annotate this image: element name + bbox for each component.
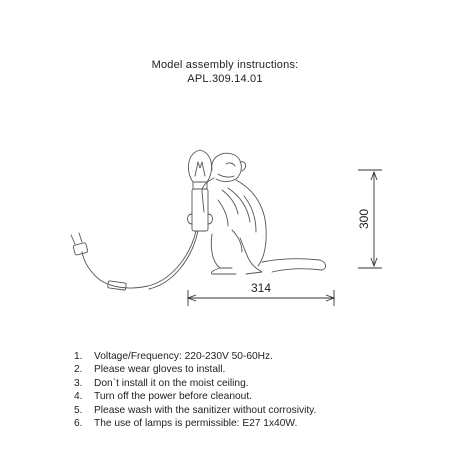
model-code: APL.309.14.01 <box>187 73 263 85</box>
instruction-number: 3. <box>74 377 83 389</box>
instruction-item <box>74 390 316 403</box>
instructions-title: Model assembly instructions: <box>151 59 299 71</box>
instruction-text: The use of lamps is permissible: E27 1x40W. <box>94 418 298 430</box>
monkey-figure-icon <box>188 153 326 274</box>
instruction-number: 1. <box>74 351 83 362</box>
instruction-item <box>74 363 316 376</box>
power-cable-icon <box>82 231 198 290</box>
instruction-item <box>74 404 316 417</box>
light-bulb-icon <box>188 150 211 189</box>
instruction-text: Please wear gloves to install. <box>94 364 226 376</box>
instruction-item <box>74 417 316 430</box>
instructions-list <box>74 350 316 430</box>
instruction-text: Please wash with the sanitizer without corrosivity. <box>94 404 317 416</box>
instruction-text: Turn off the power before cleanout. <box>94 391 253 403</box>
instruction-item <box>74 350 316 363</box>
width-label: 314 <box>250 281 272 295</box>
power-plug-icon <box>71 233 88 255</box>
instruction-number: 2. <box>74 364 83 376</box>
instruction-item <box>74 377 316 390</box>
height-label: 300 <box>357 208 371 230</box>
instruction-number: 4. <box>74 391 83 403</box>
instruction-text: Don`t install it on the moist ceiling. <box>94 377 249 389</box>
instruction-number: 6. <box>74 418 83 430</box>
instruction-number: 5. <box>74 404 83 416</box>
instruction-text: Voltage/Frequency: 220-230V 50-60Hz. <box>94 351 273 362</box>
